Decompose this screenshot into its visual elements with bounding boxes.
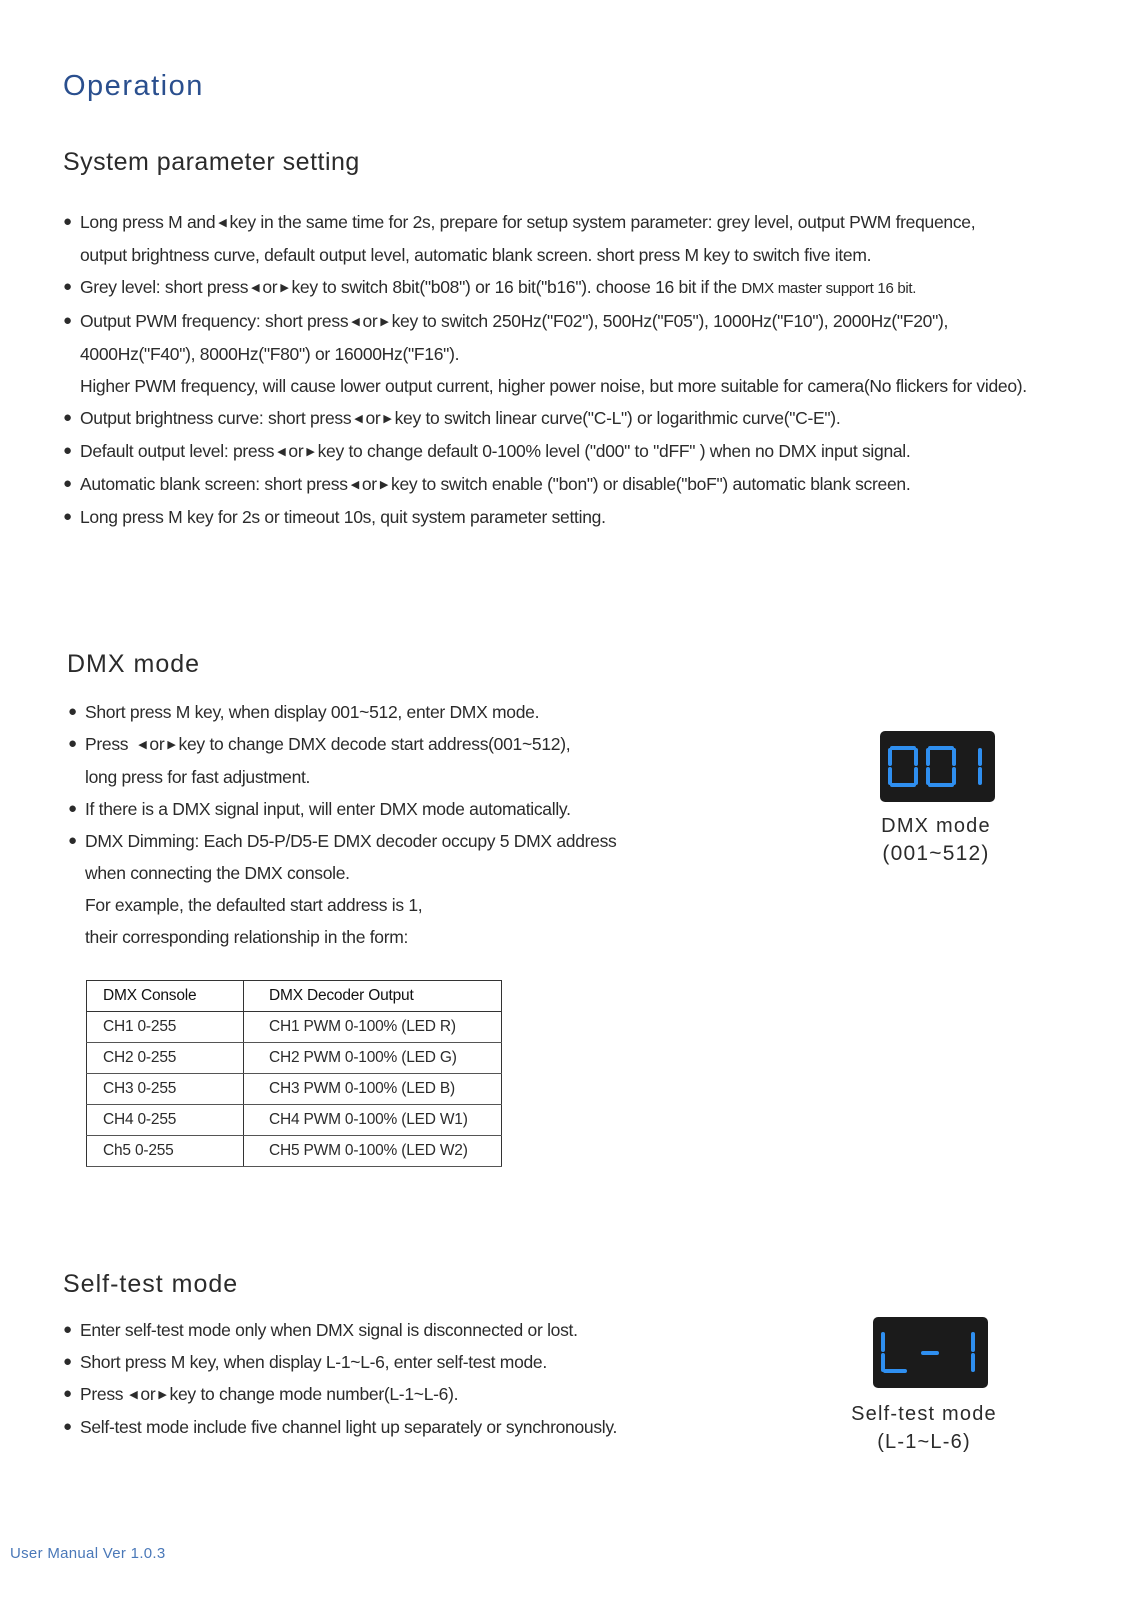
table-cell: CH4 PWM 0-100% (LED W1) xyxy=(244,1105,502,1136)
list-item xyxy=(63,402,1123,435)
bullet-dot-icon: ● xyxy=(68,735,77,752)
text: or xyxy=(362,311,378,331)
bullet-dot-icon: ● xyxy=(63,409,72,426)
text: or xyxy=(262,277,278,297)
table-cell: CH5 PWM 0-100% (LED W2) xyxy=(244,1136,502,1167)
self-test-list xyxy=(63,1314,743,1443)
bullet-dot-icon: ● xyxy=(63,508,72,525)
right-triangle-icon: ▶ xyxy=(167,739,176,751)
text: or xyxy=(149,734,165,754)
text: or xyxy=(361,474,377,494)
text: Enter self-test mode only when DMX signal is disconnected or lost. xyxy=(80,1320,578,1340)
bullet-dot-icon: ● xyxy=(68,800,77,817)
bullet-dot-icon: ● xyxy=(63,475,72,492)
left-triangle-icon: ◀ xyxy=(354,413,363,425)
text: If there is a DMX signal input, will enter DMX mode automatically. xyxy=(85,799,571,819)
table-cell: CH1 0-255 xyxy=(87,1012,244,1043)
text: or xyxy=(365,408,381,428)
bullet-dot-icon: ● xyxy=(68,703,77,720)
text: Long press M key for 2s or timeout 10s, quit system parameter setting. xyxy=(80,507,606,527)
list-item xyxy=(63,435,1123,468)
right-triangle-icon: ▶ xyxy=(383,413,392,425)
page-heading-operation: Operation xyxy=(63,70,204,102)
table-cell: CH4 0-255 xyxy=(87,1105,244,1136)
text: or xyxy=(140,1384,156,1404)
dmx-display-caption xyxy=(866,812,1006,868)
text: key in the same time for 2s, prepare for setup system parameter: grey level, output PWM frequence, xyxy=(229,212,976,232)
text: Press xyxy=(80,1384,124,1404)
right-triangle-icon: ▶ xyxy=(306,446,315,458)
right-triangle-icon: ▶ xyxy=(380,316,389,328)
bullet-dot-icon: ● xyxy=(63,442,72,459)
table-cell: CH2 0-255 xyxy=(87,1043,244,1074)
table-cell: CH3 0-255 xyxy=(87,1074,244,1105)
list-item xyxy=(68,728,708,793)
table-cell: Ch5 0-255 xyxy=(87,1136,244,1167)
text: key to switch linear curve("C-L") or logarithmic curve("C-E"). xyxy=(394,408,841,428)
list-item xyxy=(63,1378,743,1411)
text: or xyxy=(288,441,304,461)
caption-line: (L-1~L-6) xyxy=(877,1431,971,1453)
left-triangle-icon: ◀ xyxy=(351,316,360,328)
table-row xyxy=(87,1074,502,1105)
text: output brightness curve, default output level, automatic blank screen. short press M key to switch five item. xyxy=(80,245,872,265)
text: Output PWM frequency: short press xyxy=(80,311,349,331)
caption-line: DMX mode xyxy=(881,815,991,837)
left-triangle-icon: ◀ xyxy=(277,446,286,458)
text: their corresponding relationship in the form: xyxy=(85,927,409,947)
footer-version: User Manual Ver 1.0.3 xyxy=(10,1545,166,1562)
self-test-led-display xyxy=(873,1317,988,1388)
text: key to switch 250Hz("F02"), 500Hz("F05"), 1000Hz("F10"), 2000Hz("F20"), xyxy=(391,311,949,331)
text: key to change mode number(L-1~L-6). xyxy=(169,1384,459,1404)
text: when connecting the DMX console. xyxy=(85,863,350,883)
table-header-cell: DMX Console xyxy=(87,981,244,1012)
list-item xyxy=(63,206,1123,271)
text: 4000Hz("F40"), 8000Hz("F80") or 16000Hz("F16"). xyxy=(80,344,460,364)
table-cell: CH3 PWM 0-100% (LED B) xyxy=(244,1074,502,1105)
system-parameter-list xyxy=(63,206,1123,533)
list-item xyxy=(63,1411,743,1443)
text: Press xyxy=(85,734,129,754)
text: Short press M key, when display L-1~L-6, enter self-test mode. xyxy=(80,1352,547,1372)
list-item xyxy=(68,696,708,728)
bullet-dot-icon: ● xyxy=(63,312,72,329)
table-header-row xyxy=(87,981,502,1012)
text: key to switch enable ("bon") or disable("boF") automatic blank screen. xyxy=(391,474,911,494)
text: DMX Dimming: Each D5-P/D5-E DMX decoder occupy 5 DMX address xyxy=(85,831,617,851)
list-item xyxy=(68,825,708,953)
bullet-dot-icon: ● xyxy=(63,213,72,230)
dmx-mode-list xyxy=(68,696,708,953)
text: DMX master support 16 bit. xyxy=(741,280,917,297)
table-cell: CH2 PWM 0-100% (LED G) xyxy=(244,1043,502,1074)
left-triangle-icon: ◀ xyxy=(129,1389,138,1401)
caption-line: (001~512) xyxy=(882,842,990,865)
left-triangle-icon: ◀ xyxy=(251,282,260,294)
table-row xyxy=(87,1012,502,1043)
dmx-led-display xyxy=(880,731,995,802)
table-row xyxy=(87,1043,502,1074)
self-test-display-caption xyxy=(848,1400,1000,1456)
text: long press for fast adjustment. xyxy=(85,767,311,787)
text: Output brightness curve: short press xyxy=(80,408,352,428)
list-item xyxy=(63,1314,743,1346)
table-row xyxy=(87,1136,502,1167)
left-triangle-icon: ◀ xyxy=(218,217,227,229)
bullet-dot-icon: ● xyxy=(68,832,77,849)
table-header-cell: DMX Decoder Output xyxy=(244,981,502,1012)
text: For example, the defaulted start address is 1, xyxy=(85,895,423,915)
heading-self-test-mode: Self-test mode xyxy=(63,1270,239,1298)
text: Short press M key, when display 001~512, enter DMX mode. xyxy=(85,702,540,722)
bullet-dot-icon: ● xyxy=(63,278,72,295)
text: key to change default 0-100% level ("d00" to "dFF" ) when no DMX input signal. xyxy=(317,441,911,461)
bullet-dot-icon: ● xyxy=(63,1385,72,1402)
seven-segment-l-1-icon xyxy=(873,1317,988,1388)
heading-dmx-mode: DMX mode xyxy=(67,650,201,678)
table-cell: CH1 PWM 0-100% (LED R) xyxy=(244,1012,502,1043)
text: Automatic blank screen: short press xyxy=(80,474,348,494)
right-triangle-icon: ▶ xyxy=(379,479,388,491)
heading-system-parameter-setting: System parameter setting xyxy=(63,148,360,176)
text: Long press M and xyxy=(80,212,216,232)
table-row xyxy=(87,1105,502,1136)
text: Higher PWM frequency, will cause lower output current, higher power noise, but more suitable for camera(No flickers for video). xyxy=(80,376,1027,396)
caption-line: Self-test mode xyxy=(851,1403,997,1425)
text: Grey level: short press xyxy=(80,277,249,297)
bullet-dot-icon: ● xyxy=(63,1321,72,1338)
list-item xyxy=(63,271,1123,305)
text: Default output level: press xyxy=(80,441,275,461)
seven-segment-001-icon xyxy=(880,731,995,802)
right-triangle-icon: ▶ xyxy=(280,282,289,294)
bullet-dot-icon: ● xyxy=(63,1418,72,1435)
text: key to change DMX decode start address(001~512), xyxy=(178,734,571,754)
list-item xyxy=(63,468,1123,501)
right-triangle-icon: ▶ xyxy=(158,1389,167,1401)
list-item xyxy=(68,793,708,825)
dmx-channel-table xyxy=(86,980,502,1167)
left-triangle-icon: ◀ xyxy=(138,739,147,751)
list-item xyxy=(63,305,1123,402)
bullet-dot-icon: ● xyxy=(63,1353,72,1370)
text: Self-test mode include five channel light up separately or synchronously. xyxy=(80,1417,618,1437)
left-triangle-icon: ◀ xyxy=(350,479,359,491)
list-item xyxy=(63,501,1123,533)
text: key to switch 8bit("b08") or 16 bit("b16"). choose 16 bit if the xyxy=(291,277,737,297)
list-item xyxy=(63,1346,743,1378)
